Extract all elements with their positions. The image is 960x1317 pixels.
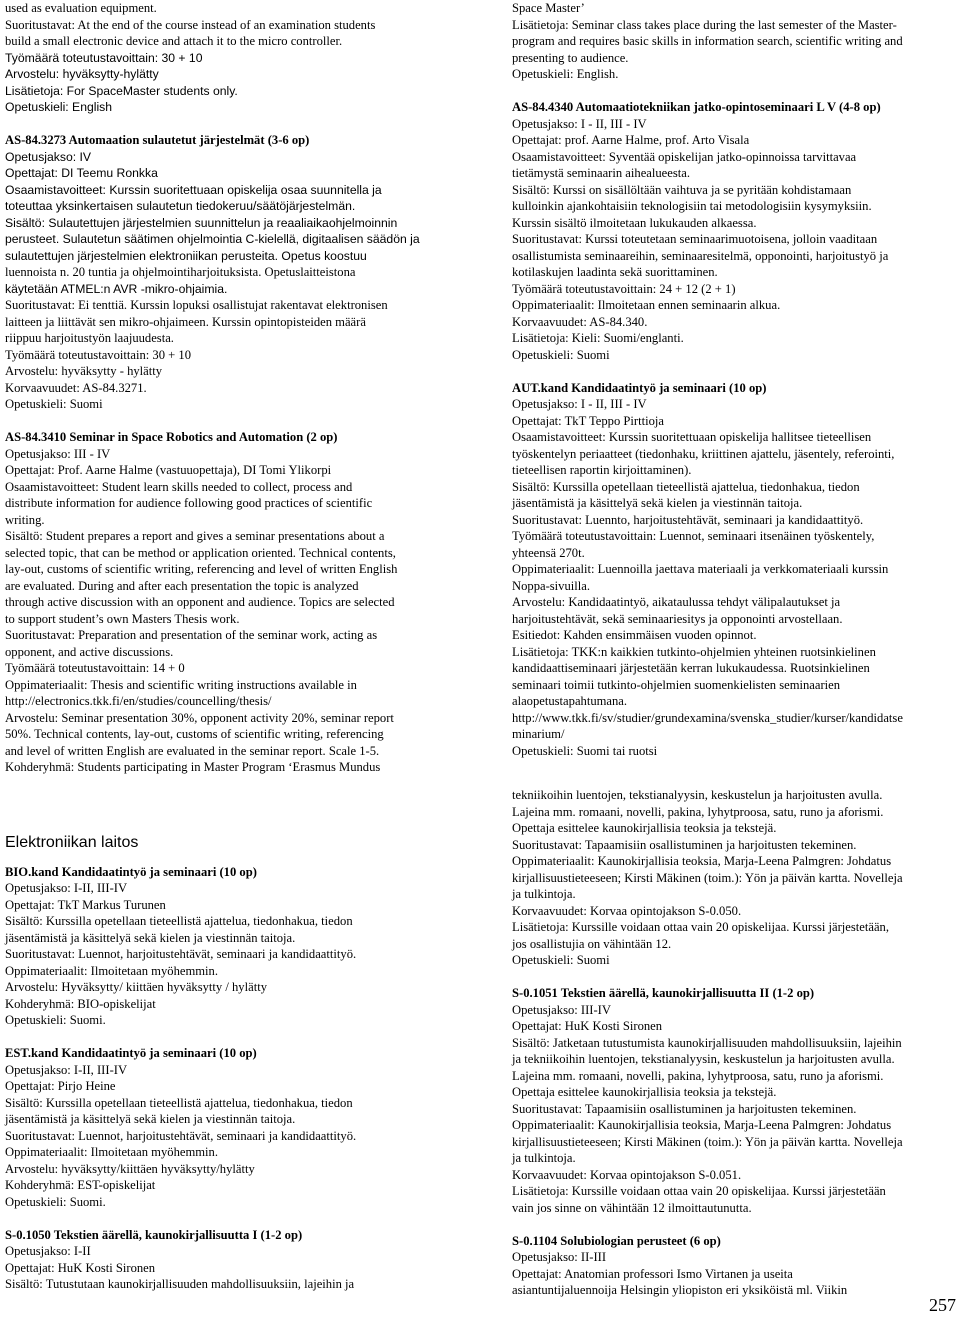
text-line: opponent, and active discussions. xyxy=(5,644,174,659)
text-line: Sisältö: Sulautettujen järjestelmien suunnittelun ja reaaliaikaohjelmoinnin xyxy=(5,215,398,230)
text-line: Lisätietoja: TKK:n kaikkien tutkinto-ohjelmien yhteinen ruotsinkielinen xyxy=(512,644,876,659)
text-line: Lisätietoja: Kieli: Suomi/englanti. xyxy=(512,331,684,345)
text-line: riippuu harjoitustyön laajuudesta. xyxy=(5,331,174,345)
left-column xyxy=(5,0,453,1293)
course-s0-1051 xyxy=(512,985,958,1216)
text-line: Lajeina mm. romaani, novelli, pakina, lyhytproosa, satu, runo ja aforismi. xyxy=(512,804,884,819)
text-line: to support student’s own Masters Thesis work. xyxy=(5,611,240,626)
text-line: Lajeina mm. romaani, novelli, pakina, lyhytproosa, satu, runo ja aforismi. xyxy=(512,1068,884,1083)
text-line: yhteensä 270t. xyxy=(512,545,585,560)
text-line: Suoritustavat: Luennot, harjoitustehtävät, seminaari ja kandidaattityö. xyxy=(5,1128,357,1143)
text-line: minarium/ xyxy=(512,727,565,741)
text-line: Sisältö: Kurssilla opetellaan tieteellistä ajattelua, tiedonhakua, tiedon xyxy=(512,479,860,494)
department-heading: Elektroniikan laitos xyxy=(5,833,139,851)
right-column xyxy=(512,0,958,1299)
text-line: Opetusjakso: II-III xyxy=(512,1250,607,1264)
text-line: http://electronics.tkk.fi/en/studies/councelling/thesis/ xyxy=(5,694,272,708)
text-line: asiantuntijaluennoija Helsingin yliopiston eri yksiköistä ml. Viikin xyxy=(512,1283,848,1297)
text-line: Opetusjakso: I - II, III - IV xyxy=(512,116,647,131)
course-s0-1050-continuation xyxy=(512,787,958,969)
top-continuation xyxy=(5,0,453,50)
text-line: Opetuskieli: English xyxy=(5,100,113,114)
text-line: 50%. Technical contents, lay-out, customs of scientific writing, referencing xyxy=(5,727,384,741)
text-line: Opetusjakso: IV xyxy=(5,149,92,164)
text-line: seminaari toimii tutkinto-ohjelmien suomenkielisten seminaarien xyxy=(512,677,841,692)
text-line: Kohderyhmä: EST-opiskelijat xyxy=(5,1178,156,1192)
text-line: Korvaavuudet: AS-84.340. xyxy=(512,314,648,329)
text-line: Työmäärä toteutustavoittain: 24 + 12 (2 + 1) xyxy=(512,281,736,296)
text-line: Arvostelu: hyväksytty/kiittäen hyväksytty/hylätty xyxy=(5,1161,255,1176)
text-line: Suoritustavat: Luennot, harjoitustehtävät, seminaari ja kandidaattityö. xyxy=(5,947,357,961)
text-line: ja tulkintoja. xyxy=(512,887,576,901)
text-line: osallistumista seminaareihin, seminaaresitelmä, opponointi, harjoitustyö ja xyxy=(512,248,889,263)
text-line: program and requires basic skills in information search, scientific writing and xyxy=(512,34,903,48)
text-line: Kurssin sisältö ilmoitetaan lukukauden alkaessa. xyxy=(512,215,757,230)
text-line: build a small electronic device and attach it to the micro controller. xyxy=(5,34,343,48)
text-line: Space Master’ xyxy=(512,1,585,15)
text-line: kulloinkin ajankohtaisiin teknologisiin tai metodologisiin kysymyksiin. xyxy=(512,199,872,213)
text-line: Arvostelu: hyväksytty-hylätty xyxy=(5,67,159,81)
text-line: Suoritustavat: Tapaamisiin osallistuminen ja harjoitusten tekeminen. xyxy=(512,1101,857,1116)
text-line: Kohderyhmä: BIO-opiskelijat xyxy=(5,996,156,1011)
text-line: Arvostelu: Kandidaatintyö, aikataulussa tehdyt välipalautukset ja xyxy=(512,595,841,609)
course-title: BIO.kand Kandidaatintyö ja seminaari (10 op) xyxy=(5,864,257,879)
text-line: Opetuskieli: Suomi tai ruotsi xyxy=(512,743,658,758)
text-line: Osaamistavoitteet: Syventää opiskelijan jatko-opinnoissa tarvittavaa xyxy=(512,149,857,164)
text-line: Lisätietoja: For SpaceMaster students only. xyxy=(5,83,238,98)
text-line: lay-out, customs of scientific writing, referencing and level of written English xyxy=(5,562,398,576)
text-line: writing. xyxy=(5,512,45,527)
text-line: Työmäärä toteutustavoittain: Luennot, seminaari itsenäinen työskentely, xyxy=(512,529,875,543)
text-line: Osaamistavoitteet: Student learn skills needed to collect, process and xyxy=(5,479,353,494)
text-line: Oppimateriaalit: Ilmoitetaan ennen seminaarin alkua. xyxy=(512,298,781,312)
course-title: AUT.kand Kandidaatintyö ja seminaari (10 op) xyxy=(512,380,767,395)
text-line: Opetusjakso: III-IV xyxy=(512,1002,611,1017)
text-line: Oppimateriaalit: Luennoilla jaettava materiaali ja verkkomateriaali kurssin xyxy=(512,562,889,576)
text-line: Opettajat: Prof. Aarne Halme (vastuuopettaja), DI Tomi Ylikorpi xyxy=(5,463,332,477)
text-line: Korvaavuudet: Korvaa opintojakson S-0.051. xyxy=(512,1167,742,1182)
text-line: Opetusjakso: I - II, III - IV xyxy=(512,397,647,411)
text-line: Arvostelu: Seminar presentation 30%, opponent activity 20%, seminar report xyxy=(5,710,394,725)
text-line: työskentelyn periaatteet (tiedonhaku, kriittinen ajattelu, jäsentely, referointi, xyxy=(512,446,895,461)
course-as84-4340 xyxy=(512,99,958,363)
course-est-kand xyxy=(5,1045,453,1210)
top-continuation xyxy=(512,0,958,83)
text-line: Suoritustavat: At the end of the course instead of an examination students xyxy=(5,17,376,32)
text-line: Sisältö: Kurssi on sisällöltään vaihtuva ja se pyritään kohdistamaan xyxy=(512,182,852,197)
course-s0-1104 xyxy=(512,1233,958,1299)
text-line: Arvostelu: hyväksytty - hylätty xyxy=(5,364,163,378)
text-line: http://www.tkk.fi/sv/studier/grundexamina/svenska_studier/kurser/kandidatse xyxy=(512,710,903,725)
text-line: Opettajat: prof. Aarne Halme, prof. Arto Visala xyxy=(512,133,750,147)
text-line: jäsentämistä ja käsittelyä sekä kielen ja viestinnän taitoja. xyxy=(5,930,296,945)
text-line: Sisältö: Kurssilla opetellaan tieteellistä ajattelua, tiedonhakua, tiedon xyxy=(5,914,353,928)
text-line: harjoitustehtävät, sekä seminaariesitys ja opponointi arvostellaan. xyxy=(512,611,843,626)
text-line: käytetään ATMEL:n AVR -mikro-ohjaimia. xyxy=(5,281,228,296)
text-line: ja tulkintoja. xyxy=(512,1151,576,1165)
text-line: selected topic, that can be method or application oriented. Technical contents, xyxy=(5,545,396,560)
text-line: Opetusjakso: III - IV xyxy=(5,446,111,461)
text-line: Suoritustavat: Preparation and presentation of the seminar work, acting as xyxy=(5,628,378,642)
text-line: Opettajat: TkT Markus Turunen xyxy=(5,897,166,912)
text-line: Korvaavuudet: AS-84.3271. xyxy=(5,380,147,395)
text-line: alaopetustapahtumana. xyxy=(512,694,628,708)
text-line: presenting to audience. xyxy=(512,50,629,65)
text-line: Kohderyhmä: Students participating in Master Program ‘Erasmus Mundus xyxy=(5,760,381,774)
text-line: Opetuskieli: Suomi xyxy=(512,347,610,362)
text-line: Opettaja esittelee kaunokirjallisia teoksia ja tekstejä. xyxy=(512,821,777,835)
text-line: ja tekniikoihin luentojen, tekstianalyysin, keskustelun ja harjoitusten avulla. xyxy=(512,1052,895,1066)
course-title: S-0.1050 Tekstien äärellä, kaunokirjallisuutta I (1-2 op) xyxy=(5,1227,303,1242)
text-line: are evaluated. During and after each presentation the topic is analyzed xyxy=(5,578,359,593)
text-line: Opettajat: TkT Teppo Pirttioja xyxy=(512,413,664,428)
text-line: laitteen ja liittävät sen mikro-ohjaimeen. Kurssin opintopisteiden määrä xyxy=(5,314,366,329)
text-line: Suoritustavat: Ei tenttiä. Kurssin lopuksi osallistujat rakentavat elektronisen xyxy=(5,298,388,312)
text-line: Opetuskieli: Suomi xyxy=(512,953,610,967)
course-as84-3273 xyxy=(5,132,453,413)
text-line: Oppimateriaalit: Ilmoitetaan myöhemmin. xyxy=(5,1145,218,1159)
text-line: Oppimateriaalit: Thesis and scientific writing instructions available in xyxy=(5,677,357,692)
page-number: 257 xyxy=(929,1295,956,1315)
text-line: Opetuskieli: English. xyxy=(512,67,619,81)
text-line: kirjallisuustieteeseen; Kirsti Mäkinen (toim.): Yön ja päivän kartta. Novelleja xyxy=(512,870,903,885)
text-line: used as evaluation equipment. xyxy=(5,1,157,15)
text-line: Opettaja esittelee kaunokirjallisia teoksia ja tekstejä. xyxy=(512,1085,777,1099)
text-line: Lisätietoja: Kurssille voidaan ottaa vain 20 opiskelijaa. Kurssi järjestetään, xyxy=(512,920,890,934)
text-line: Työmäärä toteutustavoittain: 14 + 0 xyxy=(5,661,185,675)
text-line: Sisältö: Kurssilla opetellaan tieteellistä ajattelua, tiedonhakua, tiedon xyxy=(5,1095,353,1110)
course-title: AS-84.3273 Automaation sulautetut järjestelmät (3-6 op) xyxy=(5,133,310,147)
text-line: Sisältö: Student prepares a report and gives a seminar presentations about a xyxy=(5,529,385,543)
text-line: kandidaattiseminaari järjestetään kerran lukukaudessa. Ruotsinkielinen xyxy=(512,661,870,675)
course-aut-kand xyxy=(512,380,958,760)
text-line: jäsentämistä ja käsittelyä sekä kielen ja viestinnän taitoja. xyxy=(512,496,803,510)
text-line: Sisältö: Tutustutaan kaunokirjallisuuden mahdollisuuksiin, lajeihin ja xyxy=(5,1277,355,1291)
course-s0-1050 xyxy=(5,1227,453,1293)
text-line: jos osallistujia on vähintään 12. xyxy=(512,936,672,951)
text-line: tieteellisen raportin kirjoittaminen). xyxy=(512,463,692,477)
text-line: jäsentämistä ja käsittelyä sekä kielen ja viestinnän taitoja. xyxy=(5,1112,296,1126)
text-line: Opetusjakso: I-II, III-IV xyxy=(5,881,128,895)
text-line: tekniikoihin luentojen, tekstianalyysin, keskustelun ja harjoitusten avulla. xyxy=(512,788,883,802)
text-line: Opettajat: DI Teemu Ronkka xyxy=(5,166,158,180)
text-line: Osaamistavoitteet: Kurssin suoritettuaan opiskelija hallitsee tieteellisen xyxy=(512,430,872,444)
text-line: Opetuskieli: Suomi. xyxy=(5,1013,106,1027)
text-line: tietämystä seminaarin aihealueesta. xyxy=(512,166,690,180)
text-line: kirjallisuustieteeseen; Kirsti Mäkinen (toim.): Yön ja päivän kartta. Novelleja xyxy=(512,1134,903,1149)
text-line: vain jos sinne on vähintään 12 ilmoittautunutta. xyxy=(512,1200,752,1215)
text-line: Esitiedot: Kahden ensimmäisen vuoden opinnot. xyxy=(512,628,757,642)
text-line: Opetuskieli: Suomi xyxy=(5,397,103,411)
text-line: Lisätietoja: Seminar class takes place during the last semester of the Master- xyxy=(512,17,897,32)
text-line: perusteet. Sulautetun säätimen ohjelmointia C-kielellä, digitaalisen säädön ja xyxy=(5,232,420,246)
text-line: through active discussion with an opponent and audience. Topics are selected xyxy=(5,595,395,609)
text-line: sulautettujen järjestelmien elektroniikan perusteita. Opetus koostuu xyxy=(5,248,367,263)
course-as84-3410 xyxy=(5,429,453,776)
text-line: Työmäärä toteutustavoittain: 30 + 10 xyxy=(5,50,203,65)
text-line: Oppimateriaalit: Ilmoitetaan myöhemmin. xyxy=(5,963,218,978)
text-line: Suoritustavat: Luennto, harjoitustehtävät, seminaari ja kandidaattityö. xyxy=(512,512,864,527)
text-line: Opetuskieli: Suomi. xyxy=(5,1194,106,1209)
text-line: Korvaavuudet: Korvaa opintojakson S-0.050. xyxy=(512,903,742,918)
text-line: luennoista n. 20 tuntia ja ohjelmointiharjoituksista. Opetuslaitteistona xyxy=(5,265,356,279)
text-line: kotilaskujen laadinta sekä suorittaminen. xyxy=(512,265,718,279)
text-line: Oppimateriaalit: Kaunokirjallisia teoksia, Marja-Leena Palmgren: Johdatus xyxy=(512,1118,892,1132)
text-line: Oppimateriaalit: Kaunokirjallisia teoksia, Marja-Leena Palmgren: Johdatus xyxy=(512,854,892,868)
text-line: toteuttaa yksinkertaisen sulautetun tiedokeruu/säätöjärjestelmän. xyxy=(5,199,356,213)
text-line: Työmäärä toteutustavoittain: 30 + 10 xyxy=(5,347,191,362)
text-line: Opetusjakso: I-II, III-IV xyxy=(5,1062,128,1077)
course-title: AS-84.3410 Seminar in Space Robotics and Automation (2 op) xyxy=(5,430,338,444)
text-line: Osaamistavoitteet: Kurssin suoritettuaan opiskelija osaa suunnitella ja xyxy=(5,182,382,197)
course-bio-kand xyxy=(5,864,453,1029)
text-line: Sisältö: Jatketaan tutustumista kaunokirjallisuuden mahdollisuuksiin, lajeihin xyxy=(512,1035,902,1050)
text-line: Arvostelu: Hyväksytty/ kiittäen hyväksytty / hylätty xyxy=(5,980,267,994)
text-line: and level of written English are evaluated in the seminar report. Scale 1-5. xyxy=(5,743,380,758)
course-title: EST.kand Kandidaatintyö ja seminaari (10 op) xyxy=(5,1046,257,1060)
course-title: S-0.1104 Solubiologian perusteet (6 op) xyxy=(512,1233,721,1248)
course-title: AS-84.4340 Automaatiotekniikan jatko-opintoseminaari L V (4-8 op) xyxy=(512,100,881,114)
text-line: Opettajat: Pirjo Heine xyxy=(5,1079,116,1093)
text-line: Opettajat: HuK Kosti Sironen xyxy=(5,1260,156,1275)
text-line: distribute information for audience following good practices of scientific xyxy=(5,496,373,510)
top-meta xyxy=(5,50,453,116)
text-line: Opetusjakso: I-II xyxy=(5,1244,91,1258)
text-line: Opettajat: HuK Kosti Sironen xyxy=(512,1019,663,1033)
text-line: Opettajat: Anatomian professori Ismo Virtanen ja useita xyxy=(512,1266,793,1281)
text-line: Suoritustavat: Tapaamisiin osallistuminen ja harjoitusten tekeminen. xyxy=(512,837,857,852)
text-line: Suoritustavat: Kurssi toteutetaan seminaarimuotoisena, jolloin vaaditaan xyxy=(512,232,878,246)
course-title: S-0.1051 Tekstien äärellä, kaunokirjallisuutta II (1-2 op) xyxy=(512,986,815,1000)
text-line: Lisätietoja: Kurssille voidaan ottaa vain 20 opiskelijaa. Kurssi järjestetään xyxy=(512,1184,886,1198)
text-line: Noppa-sivuilla. xyxy=(512,578,590,593)
